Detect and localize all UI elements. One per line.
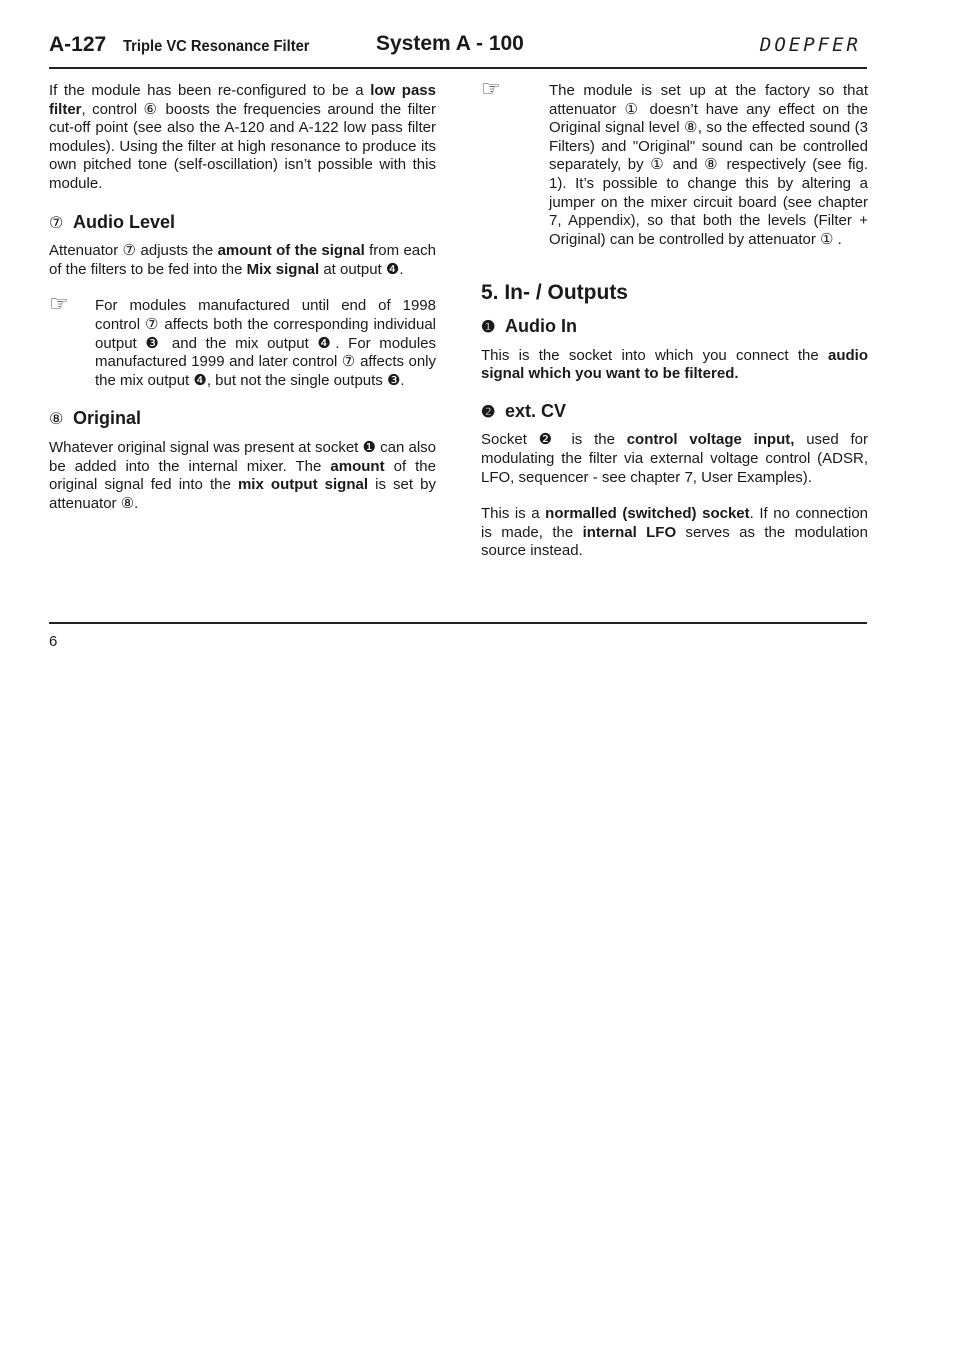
factory-setup-note-text: The module is set up at the factory so that attenuator ① doesn’t have any effect on the Original signal level ⑧, so the effected sound (3 Filters) and "Original" sound can be controlled separately, by ① and ⑧ respectively (see fig. 1). It’s possible to change this by altering a jumper on the mixer circuit board (see chapter 7, Appendix), so that both the levels (Filter + Original) can be controlled by attenuator ① . <box>549 82 868 248</box>
chapter-heading: 5. In- / Outputs <box>481 281 628 305</box>
page-number: 6 <box>49 633 58 650</box>
ext-cv-paragraph-1: Socket ❷ is the control voltage input, used for modulating the filter via external voltage control (ADSR, LFO, sequencer - see chapter 7, User Examples). <box>481 431 869 486</box>
heading-original: ⑧ Original <box>49 408 142 429</box>
page-header <box>49 30 867 66</box>
pointing-hand-icon: ☞ <box>49 291 69 317</box>
footer-divider <box>49 622 867 624</box>
header-divider <box>49 67 867 69</box>
system-title: System A - 100 <box>376 32 524 55</box>
ext-cv-paragraph-2: This is a normalled (switched) socket. If no connection is made, the internal LFO serves as the modulation source instead. <box>481 505 869 560</box>
audio-level-note <box>49 291 436 390</box>
original-paragraph: Whatever original signal was present at socket ❶ can also be added into the internal mixer. The amount of the original signal fed into the mix output signal is set by attenuator ⑧. <box>49 438 437 512</box>
right-column <box>481 76 869 561</box>
factory-setup-note <box>481 76 868 249</box>
heading-ext-cv: ❷ ext. CV <box>481 400 567 421</box>
heading-audio-in: ❶ Audio In <box>481 315 577 336</box>
brand-logo: DOEPFER <box>759 34 861 56</box>
intro-paragraph: If the module has been re-configured to be a low pass filter, control ⑥ boosts the frequencies around the filter cut-off point (see also the A-120 and A-122 low pass filter modules). Using the filter at high resonance to produce its own pitched tone (self-oscillation) isn’t possible with this module. <box>49 82 436 192</box>
audio-level-note-text: For modules manufactured until end of 1998 control ⑦ affects both the corresponding individual output ❸ and the mix output ❹. For modules manufactured 1999 and later control ⑦ affects only the mix output ❹, but not the single outputs ❸. <box>95 297 436 389</box>
pointing-hand-icon: ☞ <box>481 76 501 101</box>
heading-audio-level: ⑦ Audio Level <box>49 211 176 232</box>
audio-in-paragraph: This is the socket into which you connect the audio signal which you want to be filtered. <box>481 346 868 383</box>
module-model: A-127 <box>49 33 107 56</box>
left-column <box>49 82 436 513</box>
module-subtitle: Triple VC Resonance Filter <box>123 38 310 55</box>
audio-level-paragraph: Attenuator ⑦ adjusts the amount of the signal from each of the filters to be fed into the Mix signal at output ❹. <box>49 242 436 278</box>
